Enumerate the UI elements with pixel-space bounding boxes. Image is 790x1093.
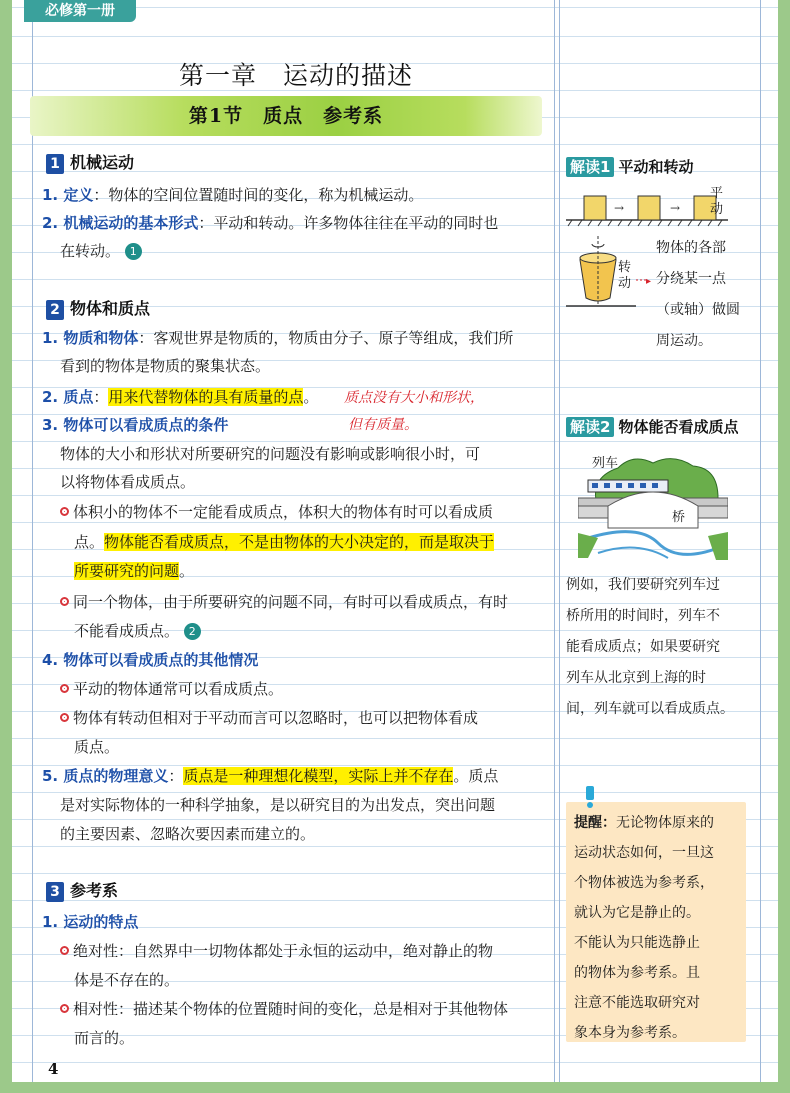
sidebar-heading-2 <box>566 416 738 437</box>
item-text: 点。 <box>74 533 105 551</box>
reminder-line: 运动状态如何，一旦这 <box>574 845 714 861</box>
rotation-label: 转动 <box>618 260 632 291</box>
reference-marker[interactable]: 2 <box>184 623 201 640</box>
basic-forms-line <box>42 213 498 233</box>
exclamation-icon <box>582 786 598 808</box>
svg-text:→: → <box>614 201 625 215</box>
page-number: 4 <box>48 1060 59 1078</box>
item-label: 4. 物体可以看成质点的其他情况 <box>42 651 259 669</box>
heading-object-and-particle <box>46 296 150 320</box>
column-divider <box>559 0 560 1082</box>
matter-line2: 看到的物体是物质的聚集状态。 <box>60 357 271 375</box>
explanation-line: 桥所用的时间时，列车不 <box>566 608 720 624</box>
bullet-icon <box>60 684 69 693</box>
item-text: ：客观世界是物质的，物质由分子、原子等组成，我们所 <box>138 329 514 347</box>
item-text: ： <box>168 767 184 785</box>
item-text: 。 <box>179 562 195 580</box>
bullet-item <box>60 679 283 699</box>
item-label: 3. 物体可以看成质点的条件 <box>42 416 229 434</box>
other-cases-heading <box>42 650 258 670</box>
rotation-explanation <box>656 233 740 357</box>
particle-example <box>566 570 734 725</box>
sidebar-heading-1 <box>566 156 693 177</box>
explanation-line: 分绕某一点 <box>656 271 726 287</box>
edition-tab: 必修第一册 <box>24 0 136 22</box>
item-label: 2. 质点 <box>42 388 94 406</box>
item-label: 2. 机械运动的基本形式 <box>42 214 199 232</box>
paragraph-line: 物体的大小和形状对所要研究的问题没有影响或影响很小时，可 <box>60 445 481 463</box>
svg-text:▸: ▸ <box>646 276 652 287</box>
handwritten-note: 但有质量。 <box>348 417 418 433</box>
item-text: ：平动和转动。许多物体往往在平动的同时也 <box>198 214 499 232</box>
paragraph-line: 的主要因素、忽略次要因素而建立的。 <box>60 825 316 843</box>
sidebar-heading-text: 物体能否看成质点 <box>618 418 739 436</box>
bullet-continuation: 而言的。 <box>74 1029 135 1047</box>
bullet-item <box>60 592 508 612</box>
heading-text: 机械运动 <box>70 153 135 172</box>
item-label: 1. 运动的特点 <box>42 913 139 931</box>
translation-label: 平动 <box>710 186 724 217</box>
margin-line <box>760 0 761 1082</box>
item-text: 绝对性：自然界中一切物体都处于永恒的运动中，绝对静止的物 <box>73 942 494 960</box>
bullet-continuation: 体是不存在的。 <box>74 971 180 989</box>
reminder-line: 无论物体原来的 <box>616 815 714 831</box>
item-text: 。质点 <box>453 767 499 785</box>
bullet-continuation: 质点。 <box>74 738 120 756</box>
interpretation-tag: 解读2 <box>566 417 614 437</box>
heading-reference-frame <box>46 878 118 902</box>
physical-meaning-line <box>42 766 498 786</box>
explanation-line: 间，列车就可以看成质点。 <box>566 701 734 717</box>
bullet-icon <box>60 597 69 606</box>
paragraph-line: 是对实际物体的一种科学抽象，是以研究目的为出发点，突出问题 <box>60 796 496 814</box>
highlighted-text: 质点是一种理想化模型，实际上并不存在 <box>183 767 454 785</box>
reminder-line: 个物体被选为参考系， <box>574 875 714 891</box>
item-text: 平动的物体通常可以看成质点。 <box>73 680 284 698</box>
item-text: 体积小的物体不一定能看成质点，体积大的物体有时可以看成质 <box>73 503 494 521</box>
section-title: 第1节 质点 参考系 <box>188 105 384 127</box>
bullet-continuation <box>74 621 201 641</box>
reminder-line: 注意不能选取研究对 <box>574 995 700 1011</box>
item-label: 1. 物质和物体 <box>42 329 139 347</box>
heading-text: 参考系 <box>70 881 119 900</box>
definition-line <box>42 185 423 205</box>
explanation-line: 例如，我们要研究列车过 <box>566 577 720 593</box>
highlighted-text: 物体能否看成质点，不是由物体的大小决定的，而是取决于 <box>104 533 495 551</box>
sidebar-heading-text: 平动和转动 <box>618 158 694 176</box>
bullet-icon <box>60 507 69 516</box>
reminder-line: 象本身为参考系。 <box>574 1025 686 1041</box>
train-label: 列车 <box>592 456 619 471</box>
heading-text: 物体和质点 <box>70 299 151 318</box>
section-number-badge: 1 <box>46 154 64 174</box>
bullet-item <box>60 502 493 522</box>
item-text: ： <box>93 388 109 406</box>
paragraph-line: 以将物体看成质点。 <box>60 473 196 491</box>
bullet-continuation <box>74 561 194 581</box>
item-label: 1. 定义 <box>42 186 94 204</box>
svg-text:→: → <box>670 201 681 215</box>
interpretation-tag: 解读1 <box>566 157 614 177</box>
handwritten-note: 质点没有大小和形状， <box>344 390 484 406</box>
explanation-line: 能看成质点；如果要研究 <box>566 639 720 655</box>
basic-forms-line2 <box>60 241 142 261</box>
item-text: 。 <box>303 388 319 406</box>
reminder-line: 不能认为只能选静止 <box>574 935 700 951</box>
item-text: 在转动。 <box>60 242 121 260</box>
explanation-line: 列车从北京到上海的时 <box>566 670 706 686</box>
section-number-badge: 2 <box>46 300 64 320</box>
bullet-item <box>60 999 508 1019</box>
explanation-line: （或轴）做圆 <box>656 302 740 318</box>
reminder-line: 的物体为参考系。且 <box>574 965 700 981</box>
bullet-icon <box>60 713 69 722</box>
bridge-label: 桥 <box>672 510 686 525</box>
item-text: 不能看成质点。 <box>74 622 180 640</box>
item-text: 相对性：描述某个物体的位置随时间的变化，总是相对于其他物体 <box>73 1000 509 1018</box>
matter-line <box>42 328 513 348</box>
column-divider <box>554 0 555 1082</box>
highlighted-text: 所要研究的问题 <box>74 562 180 580</box>
item-label: 5. 质点的物理意义 <box>42 767 169 785</box>
item-text: 同一个物体，由于所要研究的问题不同，有时可以看成质点，有时 <box>73 593 509 611</box>
heading-mechanical-motion <box>46 150 134 174</box>
explanation-line: 物体的各部 <box>656 240 726 256</box>
bullet-item <box>60 941 493 961</box>
bullet-icon <box>60 1004 69 1013</box>
explanation-line: 周运动。 <box>656 333 712 349</box>
item-text: 物体有转动但相对于平动而言可以忽略时，也可以把物体看成 <box>73 709 479 727</box>
highlighted-text: 用来代替物体的具有质量的点 <box>108 388 304 406</box>
reference-marker[interactable]: 1 <box>125 243 142 260</box>
particle-definition <box>42 387 318 407</box>
bullet-icon <box>60 946 69 955</box>
condition-heading <box>42 415 228 435</box>
motion-features-heading <box>42 912 138 932</box>
reminder-line: 就认为它是静止的。 <box>574 905 700 921</box>
bullet-continuation <box>74 532 494 552</box>
reminder-label: 提醒： <box>574 815 616 831</box>
bullet-item <box>60 708 478 728</box>
section-number-badge: 3 <box>46 882 64 902</box>
chapter-title: 第一章 运动的描述 <box>178 61 413 90</box>
reminder-text <box>574 808 714 1048</box>
item-text: ：物体的空间位置随时间的变化，称为机械运动。 <box>93 186 424 204</box>
margin-line <box>32 0 33 1082</box>
